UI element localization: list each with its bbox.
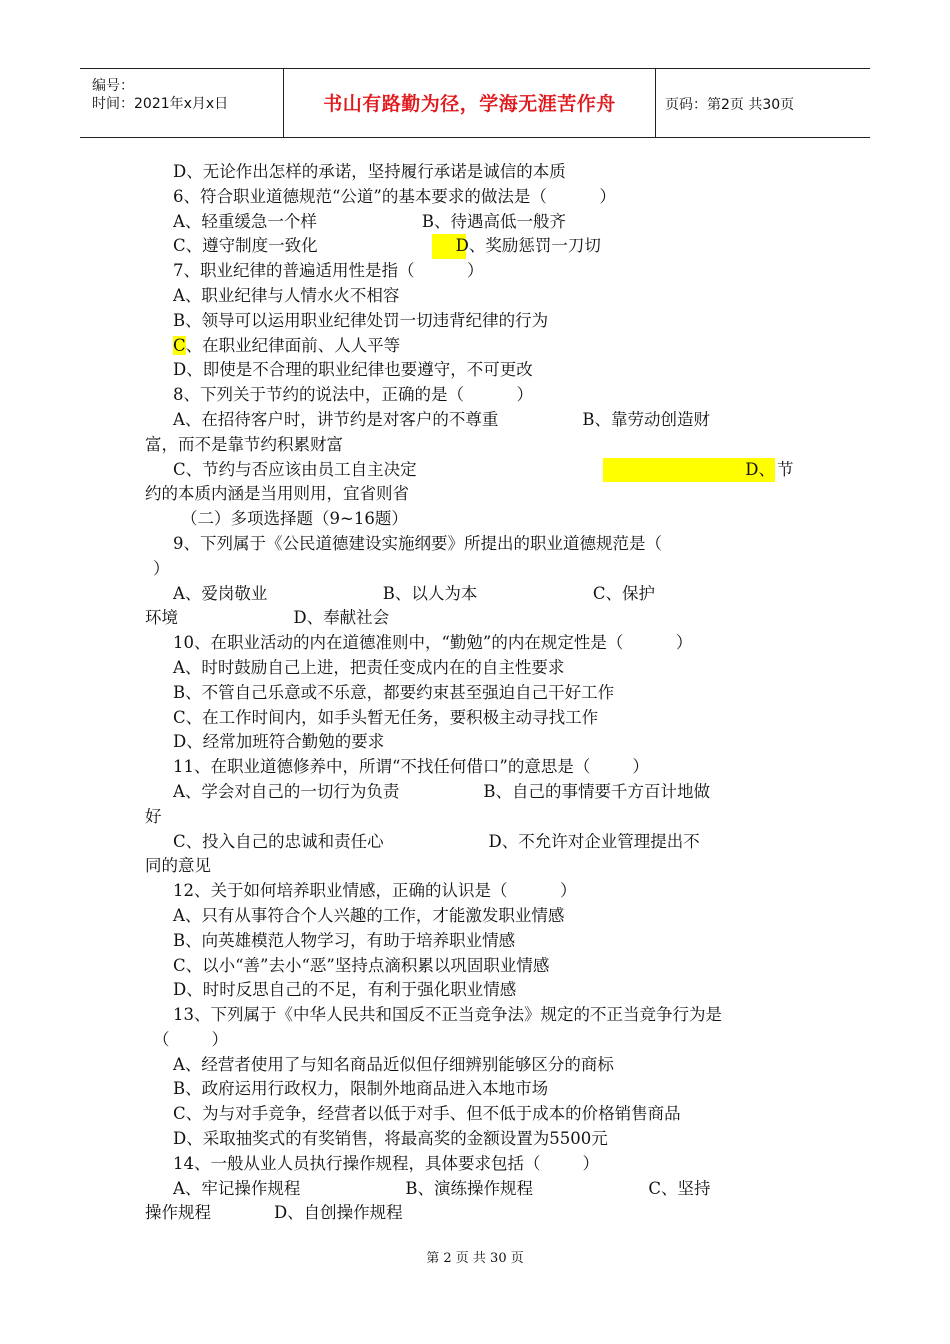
- header-middle-cell: [283, 69, 656, 137]
- document-date-label: 时间：2021年x月x日: [92, 96, 229, 112]
- text-line: A、经营者使用了与知名商品近似但仔细辨别能够区分的商标: [173, 1054, 614, 1074]
- document-number-label: 编号：: [92, 78, 134, 94]
- option-text: 节: [777, 459, 794, 479]
- text-line: （ ）: [153, 1029, 228, 1049]
- option-text: C、节约与否应该由员工自主决定: [173, 459, 417, 479]
- text-line: 好: [145, 806, 162, 826]
- text-line: A、轻重缓急一个样 B、待遇高低一般齐: [173, 211, 566, 231]
- text-line: C、在工作时间内，如手头暂无任务，要积极主动寻找工作: [173, 707, 599, 727]
- text-line: A、职业纪律与人情水火不相容: [173, 285, 400, 305]
- text-line: 同的意见: [145, 856, 211, 876]
- page-footer: 第 2 页 共 30 页: [426, 1251, 524, 1266]
- text-line: B、领导可以运用职业纪律处罚一切违背纪律的行为: [173, 310, 549, 330]
- question-13: 13、下列属于《中华人民共和国反不正当竞争法》规定的不正当竞争行为是: [173, 1005, 722, 1025]
- question-14: 14、一般从业人员执行操作规程，具体要求包括（ ）: [173, 1153, 599, 1173]
- text-line: D、即使是不合理的职业纪律也要遵守，不可更改: [173, 360, 533, 380]
- question-12: 12、关于如何培养职业情感，正确的认识是（ ）: [173, 881, 577, 901]
- text-line: B、政府运用行政权力，限制外地商品进入本地市场: [173, 1079, 549, 1099]
- text-line: A、学会对自己的一切行为负责 B、自己的事情要千方百计地做: [173, 781, 710, 801]
- text-line: 富，而不是靠节约积累财富: [145, 434, 343, 454]
- text-line: B、向英雄模范人物学习，有助于培养职业情感: [173, 930, 516, 950]
- highlighted-answer: C: [173, 335, 186, 355]
- text-line: 环境 D、奉献社会: [145, 608, 390, 628]
- text-line: A、时时鼓励自己上进，把责任变成内在的自主性要求: [173, 657, 565, 677]
- question-7: 7、职业纪律的普遍适用性是指（ ）: [173, 261, 484, 281]
- text-line: A、爱岗敬业 B、以人为本 C、保护: [173, 583, 655, 603]
- text-line: [145, 234, 807, 259]
- header-motto: 书山有路勤为径，学海无涯苦作舟: [323, 93, 616, 115]
- text-line: C、投入自己的忠诚和责任心 D、不允许对企业管理提出不: [173, 831, 700, 851]
- header-page-number: 页码：第2页 共30页: [665, 97, 795, 113]
- question-11: 11、在职业道德修养中，所谓“不找任何借口”的意思是（ ）: [173, 757, 649, 777]
- text-line: A、在招待客户时，讲节约是对客户的不尊重 B、靠劳动创造财: [173, 409, 710, 429]
- section-heading: （二）多项选择题（9~16题）: [181, 509, 408, 529]
- option-text: C、遵守制度一致化: [173, 236, 318, 256]
- document-body: [145, 160, 807, 1226]
- question-9: 9、下列属于《公民道德建设实施纲要》所提出的职业道德规范是（: [173, 533, 662, 553]
- text-line: C、为与对手竞争，经营者以低于对手、但不低于成本的价格销售商品: [173, 1104, 681, 1124]
- text-line: [145, 334, 807, 359]
- text-line: D、经常加班符合勤勉的要求: [173, 732, 385, 752]
- text-line: ）: [153, 558, 170, 578]
- option-text: 、在职业纪律面前、人人平等: [185, 335, 401, 355]
- highlighted-answer: [603, 458, 775, 483]
- text-line: 约的本质内涵是当用则用，宜省则省: [145, 484, 409, 504]
- text-line: D、时时反思自己的不足，有利于强化职业情感: [173, 980, 517, 1000]
- text-line: B、不管自己乐意或不乐意，都要约束甚至强迫自己干好工作: [173, 682, 615, 702]
- text-line: [145, 458, 807, 483]
- question-6: 6、符合职业道德规范“公道”的基本要求的做法是（ ）: [173, 186, 616, 206]
- text-line: 操作规程 D、自创操作规程: [145, 1203, 403, 1223]
- text-line: A、牢记操作规程 B、演练操作规程 C、坚持: [173, 1178, 711, 1198]
- option-text: D、奖励惩罚一刀切: [455, 236, 601, 256]
- text-line: D、无论作出怎样的承诺，坚持履行承诺是诚信的本质: [173, 162, 566, 181]
- text-line: A、只有从事符合个人兴趣的工作，才能激发职业情感: [173, 905, 565, 925]
- header-left-cell: [80, 69, 283, 137]
- header-right-cell: [655, 69, 870, 137]
- text-line: C、以小“善”去小“恶”坚持点滴积累以巩固职业情感: [173, 955, 550, 975]
- text-line: D、采取抽奖式的有奖销售，将最高奖的金额设置为5500元: [173, 1129, 608, 1149]
- option-letter: D、: [745, 459, 775, 479]
- question-10: 10、在职业活动的内在道德准则中，“勤勉”的内在规定性是（ ）: [173, 633, 693, 653]
- question-8: 8、下列关于节约的说法中，正确的是（ ）: [173, 385, 533, 405]
- page-header: [80, 68, 870, 138]
